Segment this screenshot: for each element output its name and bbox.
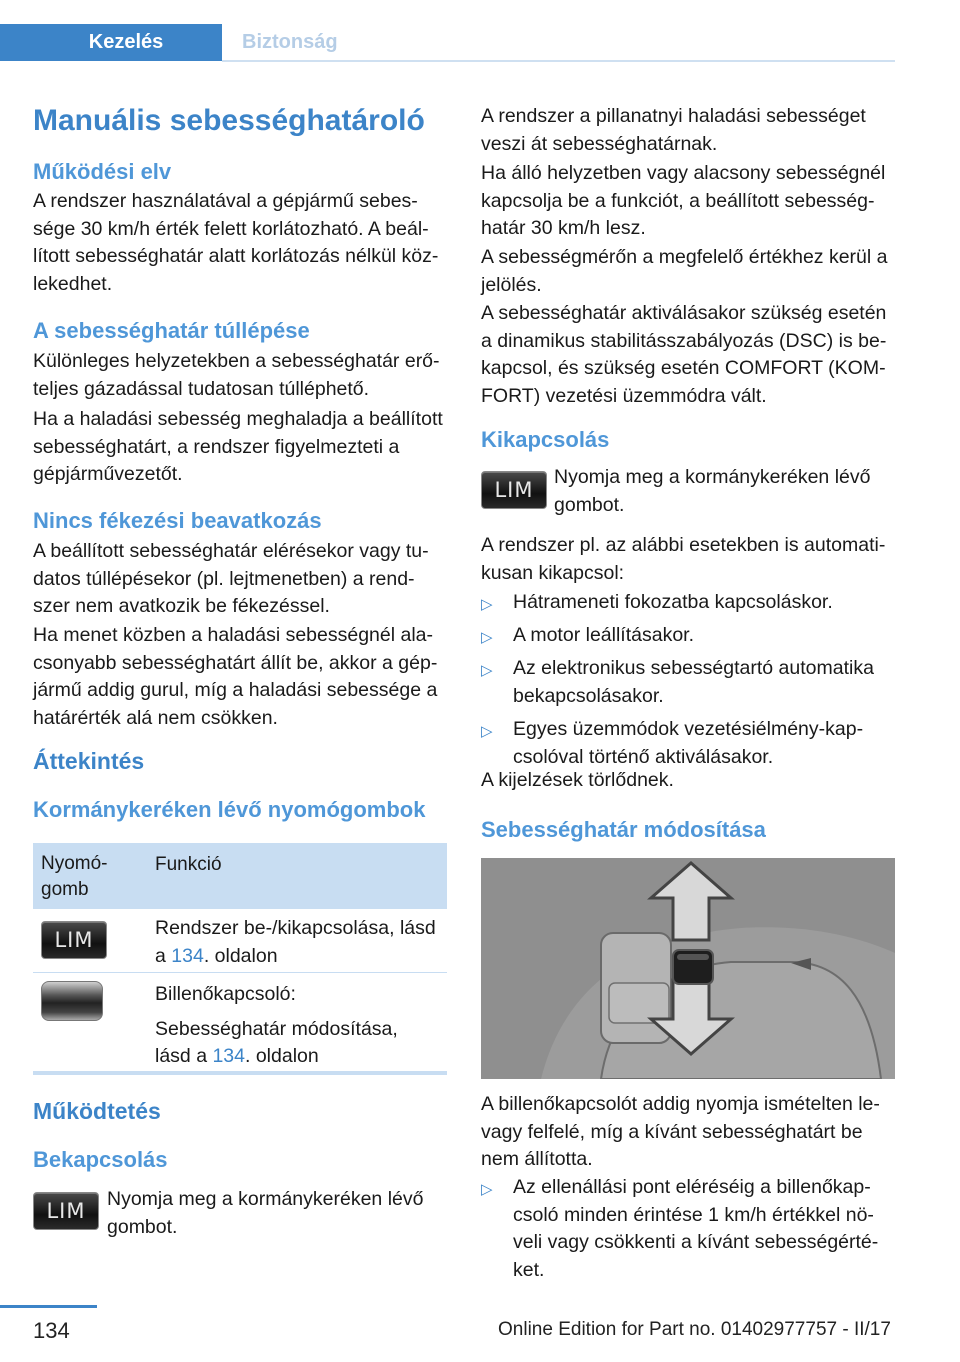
text-line: vagy felfelé, míg a kívánt sebességhatárt be <box>481 1120 863 1143</box>
text-line: Egyes üzemmódok vezetésiélmény-kap- <box>513 718 864 740</box>
lim-key-icon: LIM <box>33 1192 99 1230</box>
table-row-separator <box>33 972 447 973</box>
text-line: Hátrameneti fokozatba kapcsoláskor. <box>513 591 833 613</box>
text-line: A sebességmérőn a megfelelő értékhez kerül a <box>481 246 888 268</box>
text-line: jelölés. <box>481 273 542 296</box>
text-line: A billenőkapcsolót addig nyomja ismételten le- <box>481 1093 880 1115</box>
text-line: A beállított sebességhatár elérésekor vagy tu- <box>33 540 429 562</box>
list-item-text <box>513 655 874 710</box>
text-line: gépjárművezetőt. <box>33 463 183 485</box>
text-line: FORT) vezetési üzemmódra vált. <box>481 384 767 407</box>
paragraph-r1 <box>481 103 866 158</box>
page-number-rule <box>0 1305 97 1308</box>
header-tabs <box>0 24 895 62</box>
text-line: kusan kikapcsol: <box>481 561 625 584</box>
list-item <box>481 1174 895 1286</box>
text-fragment: lásd a <box>155 1045 213 1067</box>
text-line: Nyomja meg a kormánykeréken lévő <box>554 466 871 488</box>
heading-kikapcsolas: Kikapcsolás <box>481 427 610 452</box>
paragraph-bekapcsolas <box>107 1186 423 1241</box>
text-line: lekedhet. <box>33 272 113 295</box>
text-line: bekapcsolásakor. <box>513 684 664 707</box>
text-line: teljes gázadással tudatosan túlléphető. <box>33 377 370 400</box>
text-fragment: . oldalon <box>245 1045 319 1067</box>
table-row-lim <box>155 915 436 970</box>
heading-fekezes: Nincs fékezési beavatkozás <box>33 508 322 533</box>
page-link[interactable]: 134 <box>171 944 204 967</box>
text-line: szer nem avatkozik be fékezéssel. <box>33 595 330 617</box>
heading-modositas: Sebességhatár módosítása <box>481 817 766 842</box>
bullet-list-2 <box>481 1174 895 1286</box>
text-line: jármű addig gurul, míg a haladási sebessége a <box>33 679 438 701</box>
tab-biztonsag[interactable]: Biztonság <box>242 31 338 53</box>
text-line: A rendszer a pillanatnyi haladási sebességet <box>481 105 866 127</box>
list-item <box>481 622 895 655</box>
text-line <box>155 943 436 971</box>
paragraph-r2 <box>481 160 885 243</box>
tab-kezeles[interactable]: Kezelés <box>0 24 222 61</box>
text-line: nem állította. <box>481 1148 593 1170</box>
tab-underline <box>222 60 895 62</box>
paragraph-fekezes-2 <box>33 622 437 732</box>
paragraph-cleared: A kijelzések törlődnek. <box>481 769 674 791</box>
bullet-triangle-icon: ▷ <box>481 629 493 646</box>
paragraph-tullepes-1 <box>33 348 440 403</box>
text-line: A sebességhatár aktiválásakor szükség esetén <box>481 302 887 324</box>
text-line: veszi át sebességhatárnak. <box>481 132 718 155</box>
heading-mukodesi-elv: Működési elv <box>33 159 172 184</box>
text-line: datos túllépésekor (pl. lejtmenetben) a rend- <box>33 567 415 590</box>
text-line: Ha a haladási sebesség meghaladja a beállított <box>33 408 443 430</box>
table-row-rocker <box>155 981 398 1071</box>
text-line: sebességhatárt, a rendszer figyelmezteti a <box>33 435 400 458</box>
lim-key-icon: LIM <box>41 921 107 959</box>
text-line: Rendszer be-/kikapcsolása, lásd <box>155 917 436 939</box>
bullet-triangle-icon: ▷ <box>481 723 493 740</box>
text-line: veli vagy csökkenti a kívánt sebességérté- <box>513 1231 879 1253</box>
bullet-list <box>481 589 895 777</box>
heading-bekapcsolas: Bekapcsolás <box>33 1147 168 1172</box>
paragraph-auto <box>481 532 885 587</box>
text-line: Különleges helyzetekben a sebességhatár erő- <box>33 350 440 372</box>
table-bottom-border <box>33 1071 447 1075</box>
text-line <box>155 1043 398 1071</box>
list-item-text <box>513 1174 878 1284</box>
lim-key-icon: LIM <box>481 471 547 509</box>
paragraph-mukodesi-elv <box>33 188 438 298</box>
text-line: Sebességhatár módosítása, <box>155 1017 398 1040</box>
text-line: Nyomja meg a kormánykeréken lévő <box>107 1188 424 1210</box>
text-line: gombot. <box>107 1215 178 1238</box>
page-number: 134 <box>33 1318 70 1343</box>
text-line: csoló minden érintése 1 km/h értékkel nö- <box>513 1203 874 1226</box>
bullet-triangle-icon: ▷ <box>481 596 493 613</box>
text-line: kapcsol, és szükség esetén COMFORT (KOM- <box>481 357 886 379</box>
paragraph-kikapcsolas <box>554 464 870 519</box>
list-item-text <box>513 716 863 771</box>
text-line: lított sebességhatár alatt korlátozás nélkül köz- <box>33 245 439 267</box>
text-line: a dinamikus stabilitásszabályozás (DSC) is be- <box>481 329 887 352</box>
heading-nyomogombok: Kormánykeréken lévő nyomógombok <box>33 797 426 822</box>
steering-wheel-rocker-image <box>481 858 895 1079</box>
paragraph-r4 <box>481 300 886 410</box>
text-line: gombot. <box>554 493 625 516</box>
text-line: határérték alá nem csökken. <box>33 706 278 729</box>
paragraph-fekezes-1 <box>33 538 429 621</box>
text-line: csonyabb sebességhatárt állít be, akkor a gép- <box>33 651 438 674</box>
text-line: Ha álló helyzetben vagy alacsony sebességnél <box>481 162 886 184</box>
text-line: Nyomó- <box>41 853 108 874</box>
edition-footer: Online Edition for Part no. 01402977757 - II/17 <box>498 1319 891 1340</box>
text-line: Az ellenállási pont eléréséig a billenőkap- <box>513 1176 871 1198</box>
list-item <box>481 589 895 622</box>
paragraph-r3 <box>481 244 887 299</box>
text-line: csolóval történő aktiválásakor. <box>513 745 774 768</box>
page-link[interactable]: 134 <box>212 1045 245 1067</box>
text-line: Az elektronikus sebességtartó automatika <box>513 657 874 679</box>
paragraph-tullepes-2 <box>33 406 443 489</box>
bullet-triangle-icon: ▷ <box>481 1181 493 1198</box>
text-line: kapcsolja be a funkciót, a beállított sebesség- <box>481 189 875 212</box>
list-item <box>481 655 895 716</box>
rocker-switch-icon <box>41 981 103 1021</box>
paragraph-after-image <box>481 1091 880 1174</box>
text-line: határ 30 km/h lesz. <box>481 217 646 239</box>
text-line: ket. <box>513 1258 545 1281</box>
heading-attekintes: Áttekintés <box>33 748 145 774</box>
bullet-triangle-icon: ▷ <box>481 662 493 679</box>
page-title: Manuális sebességhatároló <box>33 104 425 137</box>
text-line: Ha menet közben a haladási sebességnél ala- <box>33 624 434 646</box>
text-line: Billenőkapcsoló: <box>155 983 296 1005</box>
text-fragment: a <box>155 944 172 967</box>
heading-mukodtetes: Működtetés <box>33 1098 161 1124</box>
table-header-col2: Funkció <box>155 854 222 875</box>
text-line: A rendszer pl. az alábbi esetekben is automati- <box>481 534 886 556</box>
steering-wheel-illustration <box>481 858 895 1079</box>
text-line: A motor leállításakor. <box>513 624 695 646</box>
heading-tullepes: A sebességhatár túllépése <box>33 318 310 343</box>
table-header-col1 <box>41 851 108 903</box>
text-fragment: . oldalon <box>203 944 278 967</box>
text-line: A rendszer használatával a gépjármű sebes- <box>33 190 418 212</box>
text-line: sége 30 km/h érték felett korlátozható. A beál- <box>33 217 429 240</box>
text-line: gomb <box>41 879 89 900</box>
